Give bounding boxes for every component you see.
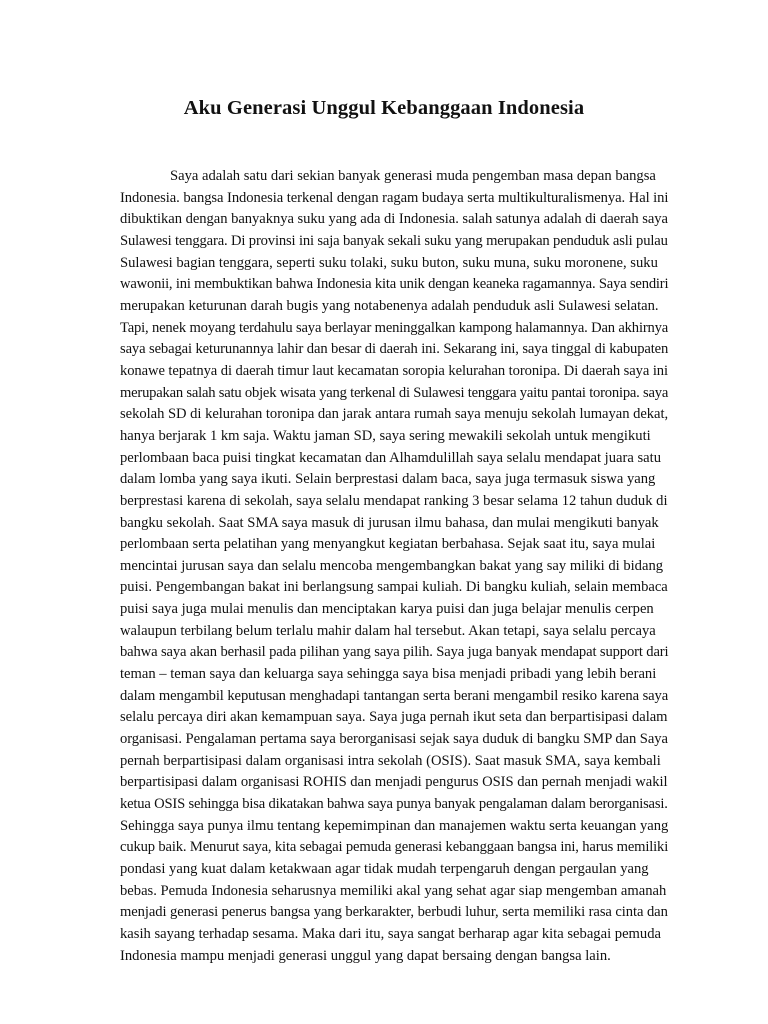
paragraph-line: pernah berpartisipasi dalam organisasi intra sekolah (OSIS). Saat masuk SMA, saya kembali xyxy=(120,752,661,769)
paragraph-line: teman – teman saya dan keluarga saya sehingga saya bisa menjadi pribadi yang lebih berani xyxy=(120,666,657,683)
paragraph-line: hanya berjarak 1 km saja. Waktu jaman SD, saya sering mewakili sekolah untuk mengikuti xyxy=(120,427,651,444)
paragraph-line: bangku sekolah. Saat SMA saya masuk di jurusan ilmu bahasa, dan mulai mengikuti banyak xyxy=(120,514,659,531)
paragraph-line: konawe tepatnya di daerah timur laut kecamatan soropia kelurahan toronipa. Di daerah saya ini xyxy=(120,362,668,379)
paragraph-line: ketua OSIS sehingga bisa dikatakan bahwa saya punya banyak pengalaman dalam berorganisasi. xyxy=(120,796,668,813)
paragraph-line: walaupun terbilang belum terlalu mahir dalam hal tersebut. Akan tetapi, saya selalu percaya xyxy=(120,622,656,639)
paragraph-line: Sehingga saya punya ilmu tentang kepemimpinan dan manajemen waktu serta keuangan yang xyxy=(120,817,669,834)
paragraph-line: merupakan keturunan darah bugis yang notabenenya adalah penduduk asli Sulawesi selatan. xyxy=(120,297,659,314)
paragraph-line: Sulawesi tenggara. Di provinsi ini saja banyak sekali suku yang merupakan penduduk asli pulau xyxy=(120,232,668,249)
paragraph-line: organisasi. Pengalaman pertama saya berorganisasi sejak saya duduk di bangku SMP dan Saya xyxy=(120,731,668,748)
paragraph-line: Saya adalah satu dari sekian banyak generasi muda pengemban masa depan bangsa xyxy=(170,168,656,184)
paragraph-line: menjadi generasi penerus bangsa yang berkarakter, berbudi luhur, serta memiliki rasa cinta dan xyxy=(120,904,668,921)
paragraph-line: wawonii, ini membuktikan bahwa Indonesia kita unik dengan keaneka ragamannya. Saya sendiri xyxy=(120,276,669,293)
paragraph-line: perlombaan baca puisi tingkat kecamatan dan Alhamdulillah saya selalu mendapat juara satu xyxy=(120,449,661,466)
paragraph-line: Tapi, nenek moyang terdahulu saya berlayar meninggalkan kampong halamannya. Dan akhirnya xyxy=(120,319,669,336)
paragraph-line: dalam mengambil keputusan menghadapi tantangan serta berani mengambil resiko karena saya xyxy=(120,687,669,704)
paragraph-line: pondasi yang kuat dalam ketakwaan agar tidak mudah terpengaruh dengan pergaulan yang xyxy=(120,861,649,877)
paragraph-line: bebas. Pemuda Indonesia seharusnya memiliki akal yang sehat agar siap mengemban amanah xyxy=(120,882,667,899)
paragraph-line: mencintai jurusan saya dan selalu mencoba mengembangkan bakat yang say miliki di bidang xyxy=(120,557,664,574)
paragraph-line: Indonesia mampu menjadi generasi unggul yang dapat bersaing dengan bangsa lain. xyxy=(120,947,611,964)
paragraph-line: dalam lomba yang saya ikuti. Selain berprestasi dalam baca, saya juga termasuk siswa yang xyxy=(120,471,656,488)
paragraph-line: saya sebagai keturunannya lahir dan besar di daerah ini. Sekarang ini, saya tinggal di kabupaten xyxy=(120,341,669,358)
paragraph-line: puisi. Pengembangan bakat ini berlangsung sampai kuliah. Di bangku kuliah, selain membaca xyxy=(120,579,668,596)
paragraph-line: perlombaan serta pelatihan yang menyangkut kegiatan berbahasa. Sejak saat itu, saya mulai xyxy=(120,536,656,553)
paragraph-line: berpartisipasi dalam organisasi ROHIS dan menjadi pengurus OSIS dan pernah menjadi wakil xyxy=(120,774,668,791)
paragraph-line: bahwa saya akan berhasil pada pilihan yang saya pilih. Saya juga banyak mendapat support dari xyxy=(120,644,669,661)
paragraph-line: selalu percaya diri akan kemampuan saya. Saya juga pernah ikut seta dan berpartisipasi dalam xyxy=(120,709,668,726)
paragraph-line: berprestasi karena di sekolah, saya selalu mendapat ranking 3 besar selama 12 tahun duduk di xyxy=(120,492,668,509)
body-paragraph xyxy=(120,166,668,967)
paragraph-line: sekolah SD di kelurahan toronipa dan jarak antara rumah saya menuju sekolah lumayan dekat, xyxy=(120,406,669,423)
paragraph-line: dibuktikan dengan banyaknya suku yang ada di Indonesia. salah satunya adalah di daerah saya xyxy=(120,211,668,228)
paragraph-line: Sulawesi bagian tenggara, seperti suku tolaki, suku buton, suku muna, suku moronene, suku xyxy=(120,254,658,271)
paragraph-line: Indonesia. bangsa Indonesia terkenal dengan ragam budaya serta multikulturalismenya. Hal ini xyxy=(120,189,669,206)
paragraph-line: merupakan salah satu objek wisata yang terkenal di Sulawesi tenggara yaitu pantai toronipa. saya xyxy=(120,384,669,401)
paragraph-line: puisi saya juga mulai menulis dan menciptakan karya puisi dan juga belajar menulis cerpen xyxy=(120,601,654,618)
paragraph-line: cukup baik. Menurut saya, kita sebagai pemuda generasi kebanggaan bangsa ini, harus memiliki xyxy=(120,839,669,856)
page-title: Aku Generasi Unggul Kebanggaan Indonesia xyxy=(183,97,585,119)
paragraph-line: kasih sayang terhadap sesama. Maka dari itu, saya sangat berharap agar kita sebagai pemuda xyxy=(120,925,661,942)
